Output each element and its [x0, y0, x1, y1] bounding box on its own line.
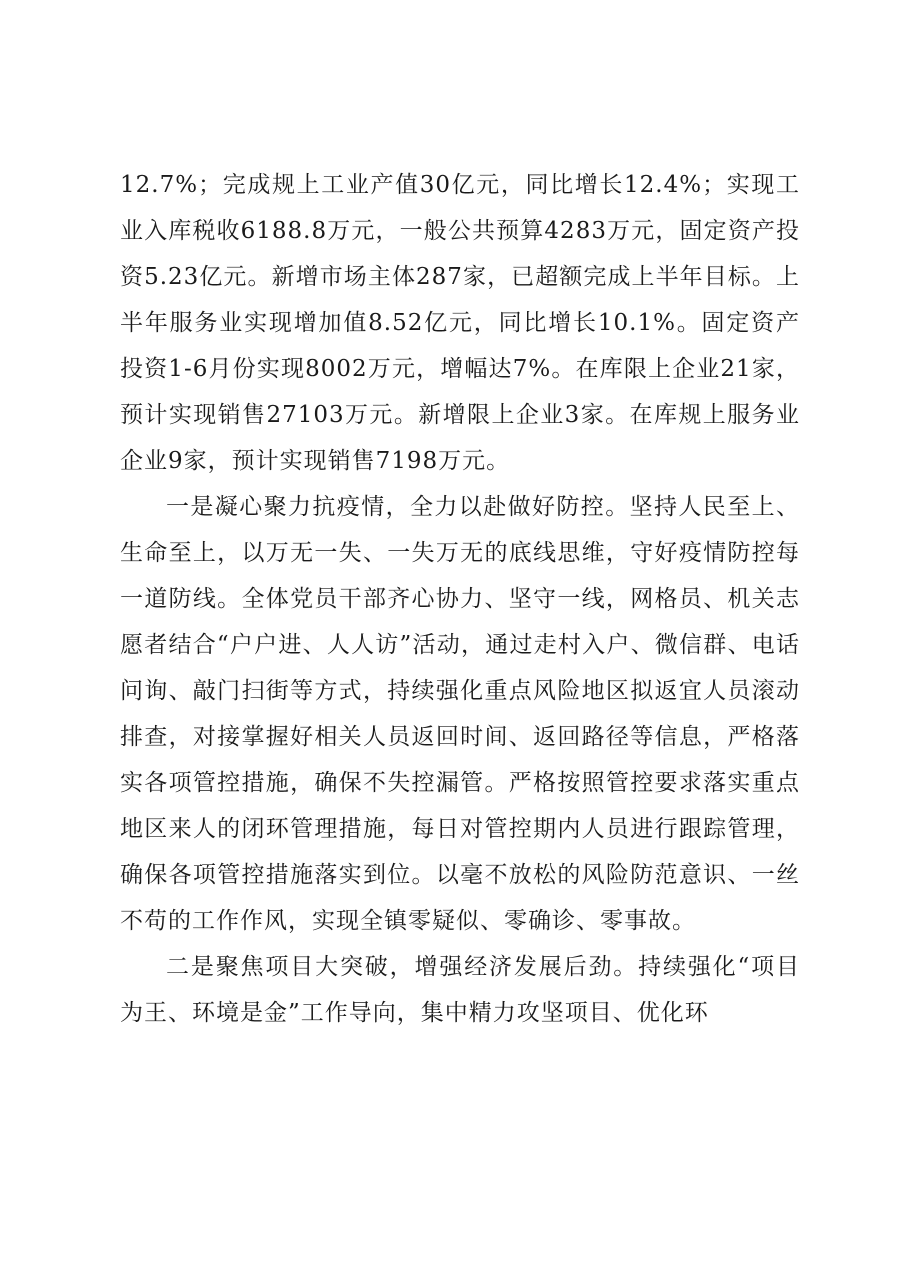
body-text — [120, 162, 800, 1036]
paragraph-epidemic-control: 一是凝心聚力抗疫情，全力以赴做好防控。坚持人民至上、生命至上，以万无一失、一失万无的底线思维，守好疫情防控每一道防线。全体党员干部齐心协力、坚守一线，网格员、机关志愿者结合“户户进、人人访”活动，通过走村入户、微信群、电话问询、敲门扫街等方式，持续强化重点风险地区拟返宜人员滚动排查，对接掌握好相关人员返回时间、返回路径等信息，严格落实各项管控措施，确保不失控漏管。严格按照管控要求落实重点地区来人的闭环管理措施，每日对管控期内人员进行跟踪管理，确保各项管控措施落实到位。以毫不放松的风险防范意识、一丝不苟的工作作风，实现全镇零疑似、零确诊、零事故。 — [120, 494, 800, 934]
paragraph-project-focus: 二是聚焦项目大突破，增强经济发展后劲。持续强化“项目为王、环境是金”工作导向，集中精力攻坚项目、优化环 — [120, 954, 800, 1026]
paragraph-economic-summary: 12.7%；完成规上工业产值30亿元，同比增长12.4%；实现工业入库税收6188.8万元，一般公共预算4283万元，固定资产投资5.23亿元。新增市场主体287家，已超额完成上半年目标。上半年服务业实现增加值8.52亿元，同比增长10.1%。固定资产投资1-6月份实现8002万元，增幅达7%。在库限上企业21家，预计实现销售27103万元。新增限上企业3家。在库规上服务业企业9家，预计实现销售7198万元。 — [120, 172, 800, 474]
